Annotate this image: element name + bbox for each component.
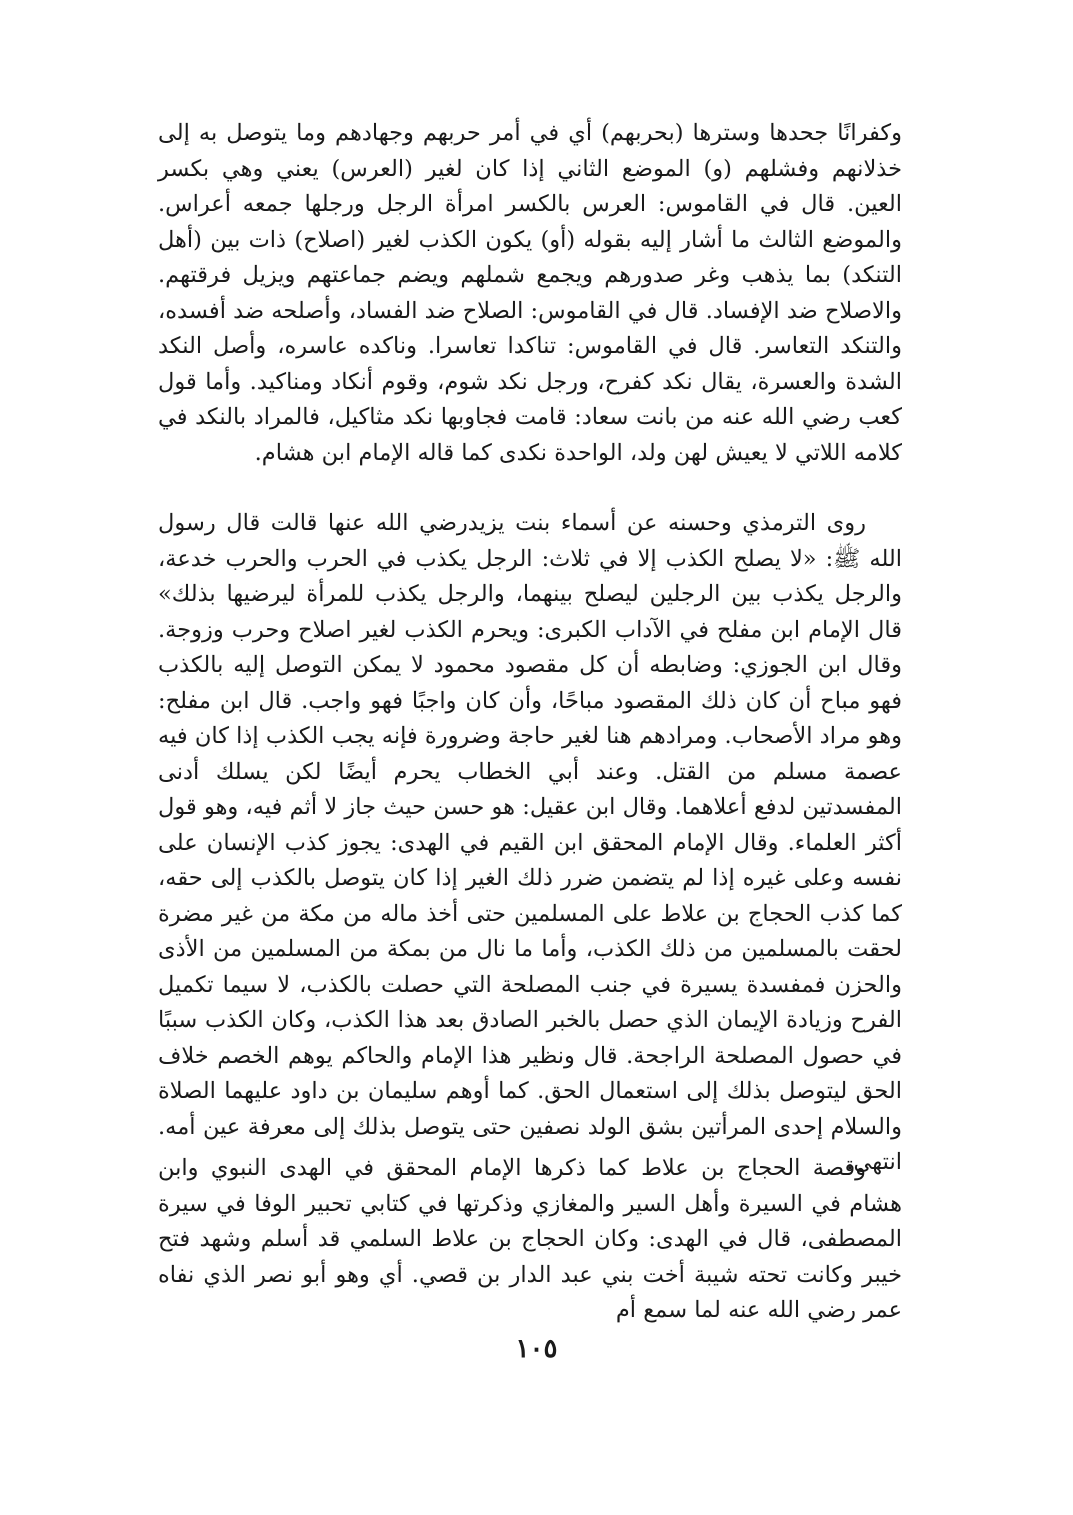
paragraph-tirmidhi-hadith: روى الترمذي وحسنه عن أسماء بنت يزيدرضي الله عنها قالت قال رسول الله ﷺ: «لا يصلح الكذب إلا في ثلاث: الرجل يكذب في الحرب والحرب خدعة، والرجل يكذب بين الرجلين ليصلح بينهما، والرجل يكذب للمرأة ليرضيها بذلك» قال الإمام ابن مفلح في الآداب الكبرى: ويحرم الكذب لغير اصلاح وحرب وزوجة. وقال ابن الجوزي: وضابطه أن كل مقصود محمود لا يمكن التوصل إليه بالكذب فهو مباح أن كان ذلك المقصود مباحًا، وأن كان واجبًا فهو واجب. قال ابن مفلح: وهو مراد الأصحاب. ومرادهم هنا لغير حاجة وضرورة فإنه يجب الكذب إذا كان فيه عصمة مسلم من القتل. وعند أبي الخطاب يحرم أيضًا لكن يسلك أدنى المفسدتين لدفع أعلاهما. وقال ابن عقيل: هو حسن حيث جاز لا أثم فيه، وهو قول أكثر العلماء. وقال الإمام المحقق ابن القيم في الهدى: يجوز كذب الإنسان على نفسه وعلى غيره إذا لم يتضمن ضرر ذلك الغير إذا كان يتوصل بالكذب إلى حقه، كما كذب الحجاج بن علاط على المسلمين حتى أخذ ماله من مكة من غير مضرة لحقت بالمسلمين من ذلك الكذب، وأما ما نال من بمكة من المسلمين من الأذى والحزن فمفسدة يسيرة في جنب المصلحة التي حصلت بالكذب، لا سيما تكميل الفرح وزيادة الإيمان الذي حصل بالخبر الصادق بعد هذا الكذب، وكان الكذب سببًا في حصول المصلحة الراجحة. قال ونظير هذا الإمام والحاكم يوهم الخصم خلاف الحق ليتوصل بذلك إلى استعمال الحق. كما أوهم سليمان بن داود عليهما الصلاة والسلام إحدى المرأتين بشق الولد نصفين حتى يتوصل بذلك إلى معرفة عين أمه. انتهى. bbox=[158, 510, 902, 1175]
paragraph-hajjaj-story: وقصة الحجاج بن علاط كما ذكرها الإمام المحقق في الهدى النبوي وابن هشام في السيرة وأهل السير والمغازي وذكرتها في كتابي تحبير الوفا في سيرة المصطفى، قال في الهدى: وكان الحجاج بن علاط السلمي قد أسلم وشهد فتح خيبر وكانت تحته شيبة أخت بني عبد الدار بن قصي. أي وهو أبو نصر الذي نفاه عمر رضي الله عنه لما سمع أم bbox=[158, 1155, 902, 1323]
page-number: ١٠٥ bbox=[515, 1334, 558, 1364]
paragraph-kufranan: وكفرانًا جحدها وسترها (بحربهم) أي في أمر حربهم وجهادهم وما يتوصل به إلى خذلانهم وفشلهم (و) الموضع الثاني إذا كان لغير (العرس) يعني وهي بكسر العين. قال في القاموس: العرس بالكسر امرأة الرجل ورجلها جمعه أعراس. والموضع الثالث ما أشار إليه بقوله (أو) يكون الكذب لغير (اصلاح) ذات بين (أهل التنكد) بما يذهب وغر صدورهم ويجمع شملهم ويضم جماعتهم ويزيل فرقتهم. والاصلاح ضد الإفساد. قال في القاموس: الصلاح ضد الفساد، وأصلحه ضد أفسده، والتنكد التعاسر. قال في القاموس: تناكدا تعاسرا. وناكده عاسره، وأصل النكد الشدة والعسرة، يقال نكد كفرح، ورجل نكد شوم، وقوم أنكاد ومناكيد. وأما قول كعب رضي الله عنه من بانت سعاد: قامت فجاوبها نكد مثاكيل، فالمراد بالنكد في كلامه اللاتي لا يعيش لهن ولد، الواحدة نكدى كما قاله الإمام ابن هشام. bbox=[158, 120, 902, 466]
